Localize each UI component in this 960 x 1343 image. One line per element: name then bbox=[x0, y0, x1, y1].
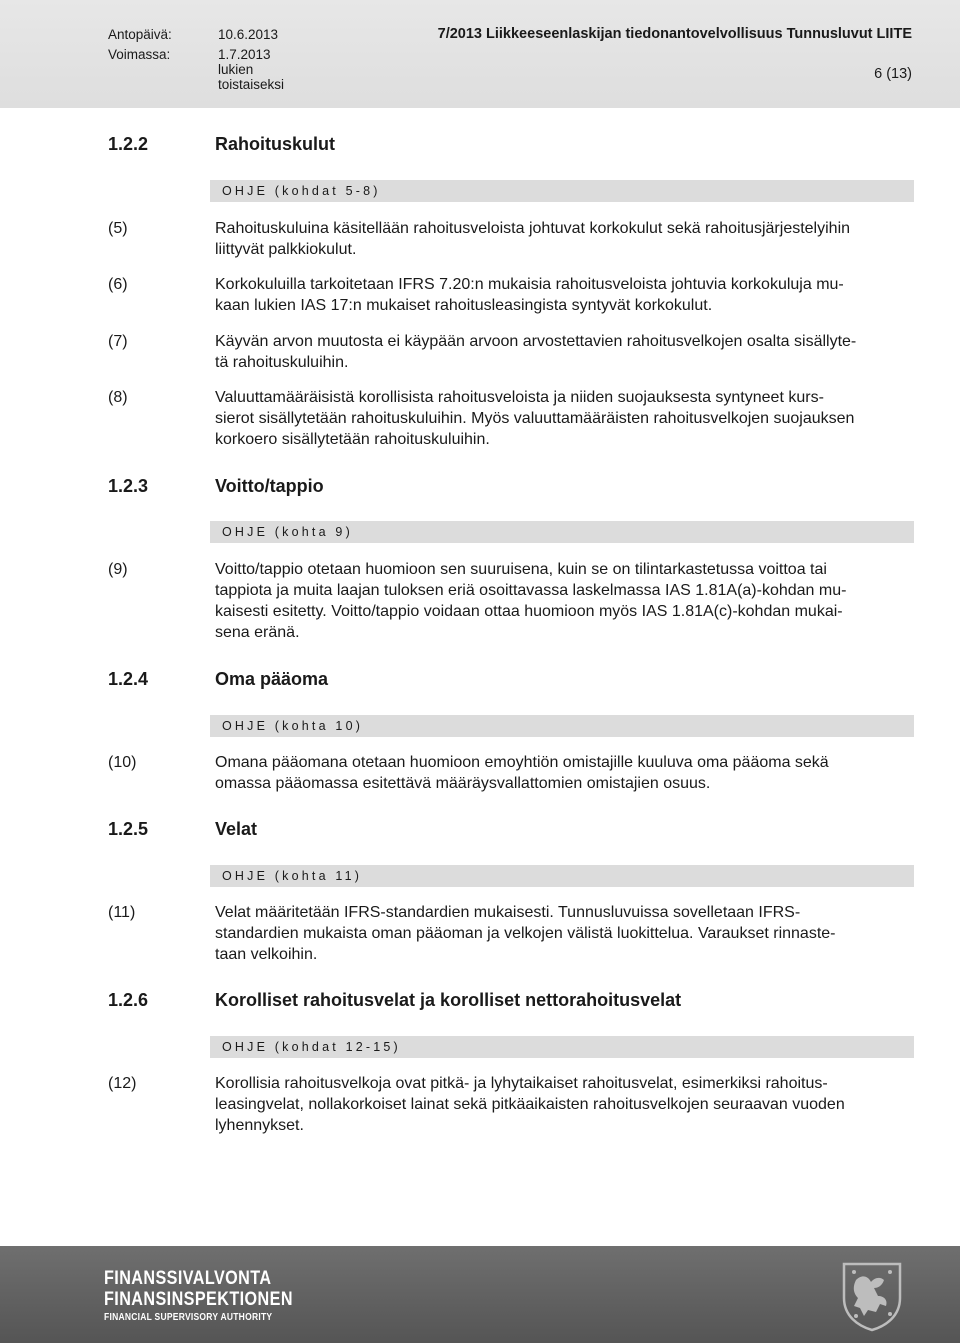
paragraph-number: (11) bbox=[108, 904, 136, 921]
section-number: 1.2.4 bbox=[108, 669, 149, 689]
logo-line-en: FINANCIAL SUPERVISORY AUTHORITY bbox=[104, 1312, 273, 1323]
paragraph-text: Voitto/tappio otetaan huomioon sen suuruisena, kuin se on tilintarkastetussa voittoa tai tappiota ja muita laajan tuloksen eriä osoittavassa laskelmassa IAS 1.81A(a)-kohdan mu- kaisesti esitetty. Voitto/tappio voidaan ottaa huomioon myös IAS 1.81A(c)-kohdan mukai- sena eränä. bbox=[215, 561, 847, 641]
paragraph-text: Käyvän arvon muutosta ei käypään arvoon arvostettavien rahoitusvelkojen osalta sisällyte- tä rahoituskuluihin. bbox=[215, 333, 857, 371]
section-number: 1.2.5 bbox=[108, 819, 149, 839]
paragraph-number: (10) bbox=[108, 754, 137, 771]
paragraph-number: (5) bbox=[108, 220, 128, 237]
finnish-lion-crest-icon bbox=[838, 1258, 906, 1332]
paragraph-number: (6) bbox=[108, 276, 128, 293]
paragraph-text: Rahoituskuluina käsitellään rahoitusveloista johtuvat korkokulut sekä rahoitusjärjestelyihin liittyvät palkkiokulut. bbox=[215, 220, 851, 258]
page-header bbox=[0, 0, 960, 108]
section-number: 1.2.6 bbox=[108, 990, 149, 1010]
paragraph-number: (9) bbox=[108, 561, 128, 578]
paragraph-text: Korollisia rahoitusvelkoja ovat pitkä- ja lyhytaikaiset rahoitusvelat, esimerkiksi rahoitus- leasingvelat, nollakorkoiset lainat sekä pitkäaikaisten rahoitusvelkojen seuraavan vuoden lyhennykset. bbox=[215, 1075, 845, 1134]
guidance-bar: OHJE (kohdat 5-8) bbox=[210, 180, 914, 202]
logo-line-fi: FINANSSIVALVONTA bbox=[104, 1268, 272, 1289]
valid-label: Voimassa: bbox=[108, 47, 171, 62]
fiva-logo bbox=[104, 1268, 326, 1326]
guidance-bar: OHJE (kohta 10) bbox=[210, 715, 914, 737]
section-title: Rahoituskulut bbox=[215, 134, 335, 154]
guidance-bar: OHJE (kohdat 12-15) bbox=[210, 1036, 914, 1058]
valid-value: 1.7.2013 lukien toistaiseksi bbox=[218, 47, 285, 92]
section-title: Korolliset rahoitusvelat ja korolliset nettorahoitusvelat bbox=[215, 990, 682, 1010]
section-title: Oma pääoma bbox=[215, 669, 329, 689]
section-number: 1.2.3 bbox=[108, 476, 149, 496]
page-number: 6 (13) bbox=[874, 66, 912, 82]
issued-label: Antopäivä: bbox=[108, 27, 172, 42]
paragraph-text: Valuuttamääräisistä korollisista rahoitusveloista ja niiden suojauksesta syntyneet kurs- sierot sisällytetään rahoituskuluihin. Myös valuuttamääräisten rahoitusvelkojen suojauksen korkoero sisällytetään rahoituskuluihin. bbox=[215, 389, 855, 448]
paragraph-number: (12) bbox=[108, 1075, 137, 1092]
section-title: Velat bbox=[215, 819, 258, 839]
logo-line-sv: FINANSINSPEKTIONEN bbox=[104, 1289, 293, 1310]
section-title: Voitto/tappio bbox=[215, 476, 324, 496]
paragraph-number: (8) bbox=[108, 389, 128, 406]
issued-date: 10.6.2013 bbox=[218, 27, 279, 42]
guidance-bar: OHJE (kohta 11) bbox=[210, 865, 914, 887]
guidance-bar: OHJE (kohta 9) bbox=[210, 521, 914, 543]
paragraph-text: Omana pääomana otetaan huomioon emoyhtiön omistajille kuuluva oma pääoma sekä omassa pääomassa esitettävä määräysvallattomien omistajien osuus. bbox=[215, 754, 829, 792]
document-title: 7/2013 Liikkeeseenlaskijan tiedonantovelvollisuus Tunnusluvut LIITE bbox=[437, 26, 912, 42]
paragraph-number: (7) bbox=[108, 333, 128, 350]
paragraph-text: Velat määritetään IFRS-standardien mukaisesti. Tunnusluvuissa sovelletaan IFRS- standardien mukaista oman pääoman ja velkojen välistä luokittelua. Varaukset rinnaste- taan velkoihin. bbox=[215, 904, 836, 963]
page-footer bbox=[0, 1246, 960, 1343]
section-number: 1.2.2 bbox=[108, 134, 149, 154]
paragraph-text: Korkokuluilla tarkoitetaan IFRS 7.20:n mukaisia rahoitusveloista johtuvia korkokuluja mu- kaan lukien IAS 17:n mukaiset rahoitusleasingista syntyvät korkokulut. bbox=[215, 276, 844, 314]
